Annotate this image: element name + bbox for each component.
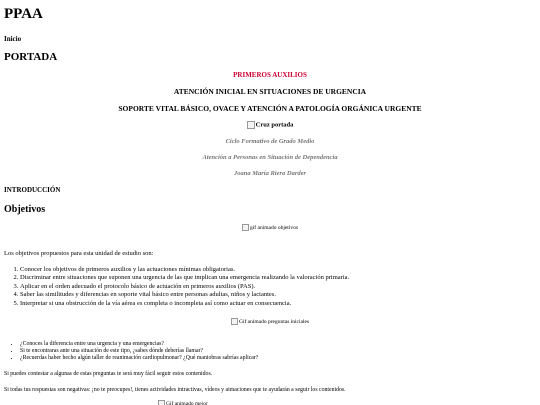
nav-link-inicio[interactable]: Inicio <box>4 35 22 43</box>
broken-image-icon <box>158 400 165 405</box>
gif-objetivos-alt: gif animado objetivos <box>250 224 298 231</box>
site-title[interactable]: PPAA <box>4 6 43 22</box>
list-item: 3. Aplicar en el orden adecuado el protocolo básico de actuación en primeros auxilios (PAS). <box>20 283 349 291</box>
cover-image <box>0 121 540 129</box>
broken-image-icon <box>242 224 249 231</box>
list-item: • ¿Conoces la diferencia entre una urgencia y una emergencias? <box>20 341 258 348</box>
cover-image-alt: Cruz portada <box>255 121 294 129</box>
list-item: 1. Conocer los objetivos de primeros auxilios y las actuaciones mínimas obligatorias. <box>20 266 349 274</box>
list-item: 2. Discriminar entre situaciones que suponen una urgencia de las que implican una emergencia realizando la valoración primaria. <box>20 274 349 282</box>
negative-note: Si todas tus respuestas son negativas: ¡no te preocupes!, tienes actividades intractivas, vídeos y aimaciones que te ayudarán a seguir los contenidos. <box>4 387 346 393</box>
broken-image-icon <box>247 121 255 129</box>
section-introduccion: INTRODUCCIÓN <box>4 186 61 194</box>
questions-list <box>4 341 258 363</box>
gif-preguntas-image <box>0 318 540 325</box>
kicker-text: PRIMEROS AUXILIOS <box>233 71 307 79</box>
list-item: 4. Saber las similitudes y diferencias en soporte vital básico entre personas adultas, niños y lactantes. <box>20 291 349 299</box>
objectives-intro: Los objetivos propuestos para esta unidad de estudio son: <box>4 250 154 257</box>
gif-mejor-alt: Gif animado mejor <box>166 400 208 405</box>
title-line-2: SOPORTE VITAL BÁSICO, OVACE Y ATENCIÓN A PATOLOGÍA ORGÁNICA URGENTE <box>118 104 422 113</box>
gif-mejor-image <box>158 400 208 405</box>
broken-image-icon <box>231 318 238 325</box>
gif-objetivos-image <box>0 224 540 231</box>
list-item: • Si te encontraras ante una situación de este tipo, ¿sabes dónde deberías llamar? <box>20 348 258 355</box>
title-line-1: ATENCIÓN INICIAL EN SITUACIONES DE URGENCIA <box>173 87 367 96</box>
page-heading: PORTADA <box>4 51 58 63</box>
section-objetivos: Objetivos <box>4 204 46 215</box>
gif-preguntas-alt: Gif animado preguntas iniciales <box>238 318 310 325</box>
objectives-list <box>4 266 349 308</box>
list-item: 5. Interpretar si una obstrucción de la vía aérea es completa o incompleta así como actuar en consecuencia. <box>20 300 349 308</box>
questions-note: Si puedes contestar a algunas de estas preguntas te será muy fácil seguir estos contenidos. <box>4 371 213 377</box>
list-item: • ¿Recuerdas haber hecho algún taller de reanimación cardiopulmonar? ¿Qué maniobras sabrías aplicar? <box>20 355 258 362</box>
meta-cycle: Ciclo Formativo de Grado Medio <box>225 138 315 145</box>
meta-program: Atención a Personas en Situación de Dependencia <box>202 154 338 161</box>
meta-author: Joana María Riera Darder <box>233 170 307 177</box>
